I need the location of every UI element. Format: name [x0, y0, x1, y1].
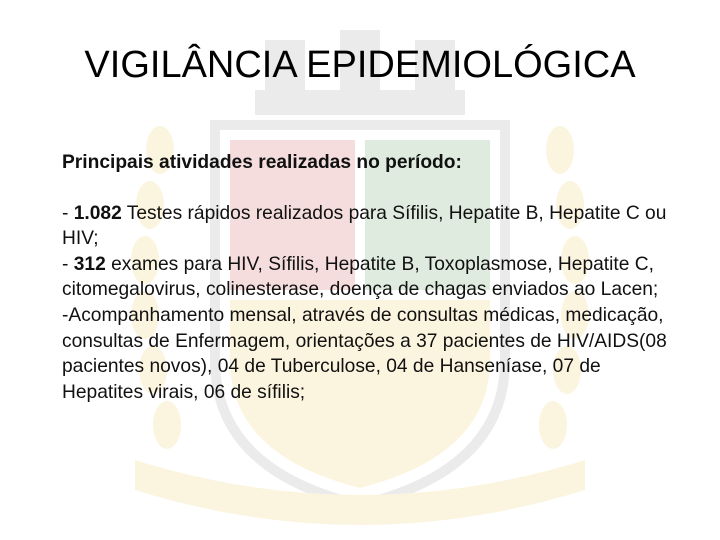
section-subheading: Principais atividades realizadas no período: — [62, 152, 462, 173]
list-item-rapid-tests — [62, 201, 682, 252]
item-text: exames para HIV, Sífilis, Hepatite B, Toxoplasmose, Hepatite C, citomegalovirus, colinesterase, doença de chagas enviados ao Lacen; — [62, 253, 659, 301]
item-text: -Acompanhamento mensal, através de consultas médicas, medicação, consultas de Enfermagem, orientações a 37 pacientes de HIV/AIDS(08 pacientes novos), 04 de Tuberculose, 04 de Hanseníase, 07 de Hepatites virais, 06 de sífilis; — [62, 304, 667, 403]
ribbon — [135, 460, 585, 525]
list-item-lab-exams — [62, 252, 682, 303]
item-prefix: - — [62, 202, 74, 224]
content-body — [62, 150, 682, 405]
slide-title: VIGILÂNCIA EPIDEMIOLÓGICA — [84, 44, 636, 86]
item-prefix: - — [62, 253, 74, 275]
item-text: Testes rápidos realizados para Sífilis, Hepatite B, Hepatite C ou HIV; — [62, 202, 667, 250]
rapid-tests-count: 1.082 — [73, 202, 122, 224]
lab-exams-count: 312 — [73, 253, 106, 275]
list-item-monthly-followup — [62, 303, 682, 405]
